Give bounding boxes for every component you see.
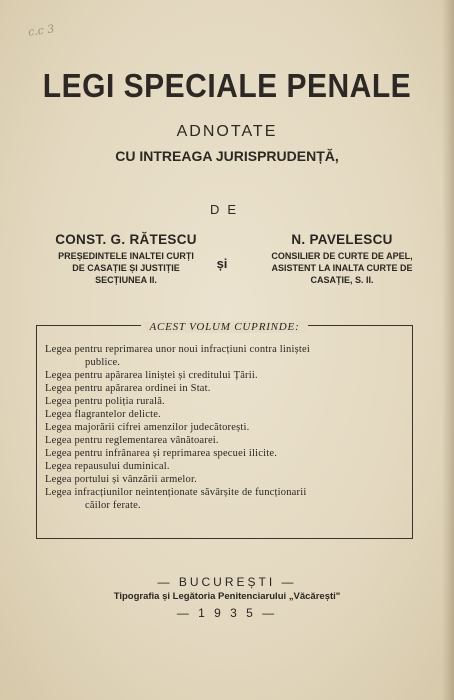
- author-pavelescu: [252, 232, 432, 286]
- list-item-text: Legea pentru infrânarea și reprimarea specuei ilicite.: [45, 448, 278, 459]
- subtitle: ADNOTATE: [176, 123, 278, 140]
- publication-year: — 1 9 3 5 —: [176, 606, 278, 620]
- list-item-text: Legea portului și vânzării armelor.: [45, 474, 197, 485]
- list-item-text: Legea infracțiunilor neintenționate săvârșite de funcționarii: [45, 487, 307, 498]
- list-item: [45, 447, 405, 460]
- list-item-text: Legea pentru apărarea liniștei și creditului Țării.: [45, 370, 258, 381]
- conjunction: și: [216, 256, 228, 271]
- list-item: [45, 486, 405, 512]
- author-role-line: PREȘEDINTELE INALTEI CURȚI: [58, 251, 194, 261]
- contents-list: [45, 343, 405, 512]
- list-item: [45, 434, 405, 447]
- author-role-line: SECȚIUNEA II.: [95, 275, 157, 285]
- list-item: [45, 343, 405, 369]
- subtitle-jurisprudence: CU INTREAGA JURISPRUDENȚĂ,: [115, 148, 339, 164]
- list-item: [45, 421, 405, 434]
- list-item-text: Legea pentru poliția rurală.: [45, 396, 165, 407]
- list-item-text: Legea majorării cifrei amenzilor judecătorești.: [45, 422, 250, 433]
- list-item: [45, 369, 405, 382]
- author-ratescu: [36, 232, 216, 286]
- publication-city: — BUCUREȘTI —: [157, 575, 297, 589]
- contents-heading-wrap: [37, 317, 412, 335]
- list-item: [45, 395, 405, 408]
- book-title: LEGI SPECIALE PENALE: [42, 67, 412, 105]
- pencil-annotation: c.c 3: [27, 22, 56, 39]
- list-item: [45, 460, 405, 473]
- author-name: CONST. G. RĂTESCU: [55, 232, 197, 247]
- printer-name: Tipografia și Legătoria Penitenciarului „Văcărești": [113, 591, 341, 602]
- author-role-line: ASISTENT LA INALTA CURTE DE: [271, 263, 413, 273]
- list-item-text: Legea flagrantelor delicte.: [45, 409, 161, 420]
- author-role-line: CASAȚIE, S. II.: [310, 275, 374, 285]
- list-item: [45, 382, 405, 395]
- list-item-text: Legea pentru reglementarea vânătoarei.: [45, 435, 219, 446]
- author-role-line: DE CASAȚIE ȘI JUSTIȚIE: [72, 263, 180, 273]
- list-item-continuation: căilor ferate.: [85, 500, 141, 511]
- list-item-text: Legea repausului duminical.: [45, 461, 170, 472]
- contents-heading: ACEST VOLUM CUPRINDE:: [141, 321, 307, 333]
- list-item-text: Legea pentru apărarea ordinei in Stat.: [45, 383, 211, 394]
- author-role: [36, 250, 216, 286]
- contents-box: [36, 321, 413, 539]
- author-role: [252, 250, 432, 286]
- list-item: [45, 473, 405, 486]
- list-item-text: Legea pentru reprimarea unor noui infracțiuni contra liniștei: [45, 344, 310, 355]
- list-item-continuation: publice.: [85, 357, 121, 368]
- list-item: [45, 408, 405, 421]
- author-name: N. PAVELESCU: [291, 232, 393, 247]
- by-line: DE: [209, 202, 245, 217]
- author-role-line: CONSILIER DE CURTE DE APEL,: [271, 251, 413, 261]
